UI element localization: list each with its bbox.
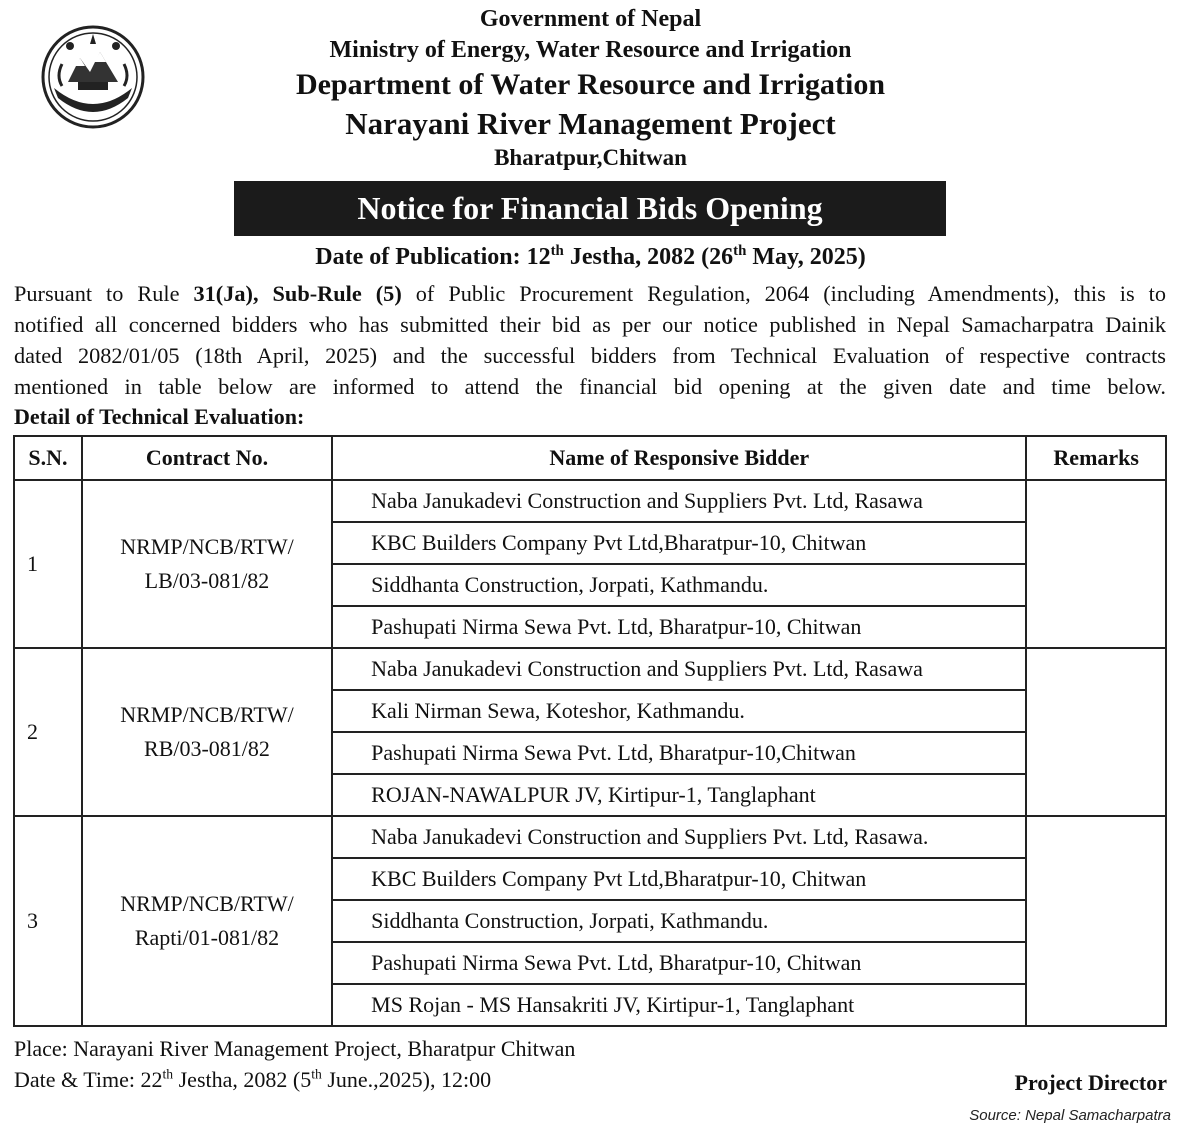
table-header-row <box>14 436 1166 480</box>
publication-date-prefix: Date of Publication: 12 <box>315 244 551 270</box>
contract-line: RB/03-081/82 <box>144 736 270 761</box>
signature-project-director: Project Director <box>1014 1070 1167 1095</box>
cell-bidder: Siddhanta Construction, Jorpati, Kathmandu. <box>332 564 1026 606</box>
cell-sn: 3 <box>14 816 82 1026</box>
date-time-info <box>14 1067 491 1093</box>
paragraph-line-3: dated 2082/01/05 (18th April, 2025) and the successful bidders from Technical Evaluation of respective contracts <box>14 343 1166 368</box>
cell-contract <box>82 648 332 816</box>
contract-line: NRMP/NCB/RTW/ <box>120 534 294 559</box>
contract-line: NRMP/NCB/RTW/ <box>120 891 294 916</box>
header-sn: S.N. <box>14 436 82 480</box>
header-remarks: Remarks <box>1026 436 1166 480</box>
cell-remarks <box>1026 648 1166 816</box>
cell-bidder: Pashupati Nirma Sewa Pvt. Ltd, Bharatpur-10, Chitwan <box>332 942 1026 984</box>
paragraph-text: Pursuant to Rule <box>14 281 194 306</box>
header-location: Bharatpur,Chitwan <box>494 145 687 170</box>
table-row <box>14 816 1166 858</box>
notice-title: Notice for Financial Bids Opening <box>357 190 823 226</box>
cell-remarks <box>1026 480 1166 648</box>
paragraph-line-2: notified all concerned bidders who has submitted their bid as per our notice published in Nepal Samacharpatra Dainik <box>14 312 1166 337</box>
cell-remarks <box>1026 816 1166 1026</box>
header-project: Narayani River Management Project <box>345 106 836 141</box>
contract-line: Rapti/01-081/82 <box>134 925 280 950</box>
publication-date-mid: Jestha, 2082 (26 <box>563 244 734 270</box>
datetime-sup1: th <box>162 1066 174 1082</box>
header-ministry: Ministry of Energy, Water Resource and Irrigation <box>329 37 852 63</box>
header-department: Department of Water Resource and Irrigation <box>295 68 886 101</box>
header-contract: Contract No. <box>82 436 332 480</box>
table-row <box>14 480 1166 522</box>
cell-bidder: Pashupati Nirma Sewa Pvt. Ltd, Bharatpur-10, Chitwan <box>332 606 1026 648</box>
table-row <box>14 648 1166 690</box>
cell-bidder: Pashupati Nirma Sewa Pvt. Ltd, Bharatpur-10,Chitwan <box>332 732 1026 774</box>
header <box>0 4 1181 172</box>
publication-date <box>0 244 1181 271</box>
place-info: Place: Narayani River Management Project, Bharatpur Chitwan <box>14 1036 576 1061</box>
cell-bidder: ROJAN-NAWALPUR JV, Kirtipur-1, Tanglaphant <box>332 774 1026 816</box>
source-credit: Source: Nepal Samacharpatra <box>969 1107 1171 1124</box>
datetime-sup2: th <box>311 1066 322 1082</box>
datetime-suffix: June.,2025), 12:00 <box>321 1067 492 1092</box>
paragraph-text: of Public Procurement Regulation, 2064 (including Amendments), this is to <box>401 281 1166 306</box>
cell-bidder: Naba Janukadevi Construction and Suppliers Pvt. Ltd, Rasawa. <box>332 816 1026 858</box>
publication-date-sup2: th <box>733 243 747 259</box>
cell-bidder: MS Rojan - MS Hansakriti JV, Kirtipur-1, Tanglaphant <box>332 984 1026 1026</box>
paragraph-line-1 <box>14 278 1166 309</box>
publication-date-suffix: May, 2025) <box>746 244 866 270</box>
header-bidder: Name of Responsive Bidder <box>332 436 1026 480</box>
cell-contract <box>82 816 332 1026</box>
contract-line: LB/03-081/82 <box>144 568 270 593</box>
rule-reference: 31(Ja), Sub-Rule (5) <box>193 281 402 306</box>
detail-heading: Detail of Technical Evaluation: <box>14 404 305 429</box>
notice-paragraph <box>14 278 1166 402</box>
cell-sn: 1 <box>14 480 82 648</box>
cell-bidder: KBC Builders Company Pvt Ltd,Bharatpur-10, Chitwan <box>332 858 1026 900</box>
cell-bidder: Kali Nirman Sewa, Koteshor, Kathmandu. <box>332 690 1026 732</box>
datetime-prefix: Date & Time: 22 <box>14 1067 163 1092</box>
publication-date-sup1: th <box>550 243 564 259</box>
header-government: Government of Nepal <box>479 6 702 32</box>
datetime-mid: Jestha, 2082 (5 <box>173 1067 312 1092</box>
cell-bidder: KBC Builders Company Pvt Ltd,Bharatpur-10, Chitwan <box>332 522 1026 564</box>
cell-bidder: Siddhanta Construction, Jorpati, Kathmandu. <box>332 900 1026 942</box>
cell-contract <box>82 480 332 648</box>
cell-sn: 2 <box>14 648 82 816</box>
paragraph-line-4: mentioned in table below are informed to attend the financial bid opening at the given date and time below. <box>14 374 1166 399</box>
evaluation-table <box>13 435 1167 1027</box>
cell-bidder: Naba Janukadevi Construction and Suppliers Pvt. Ltd, Rasawa <box>332 648 1026 690</box>
contract-line: NRMP/NCB/RTW/ <box>120 702 294 727</box>
cell-bidder: Naba Janukadevi Construction and Suppliers Pvt. Ltd, Rasawa <box>332 480 1026 522</box>
notice-title-banner <box>234 181 946 236</box>
